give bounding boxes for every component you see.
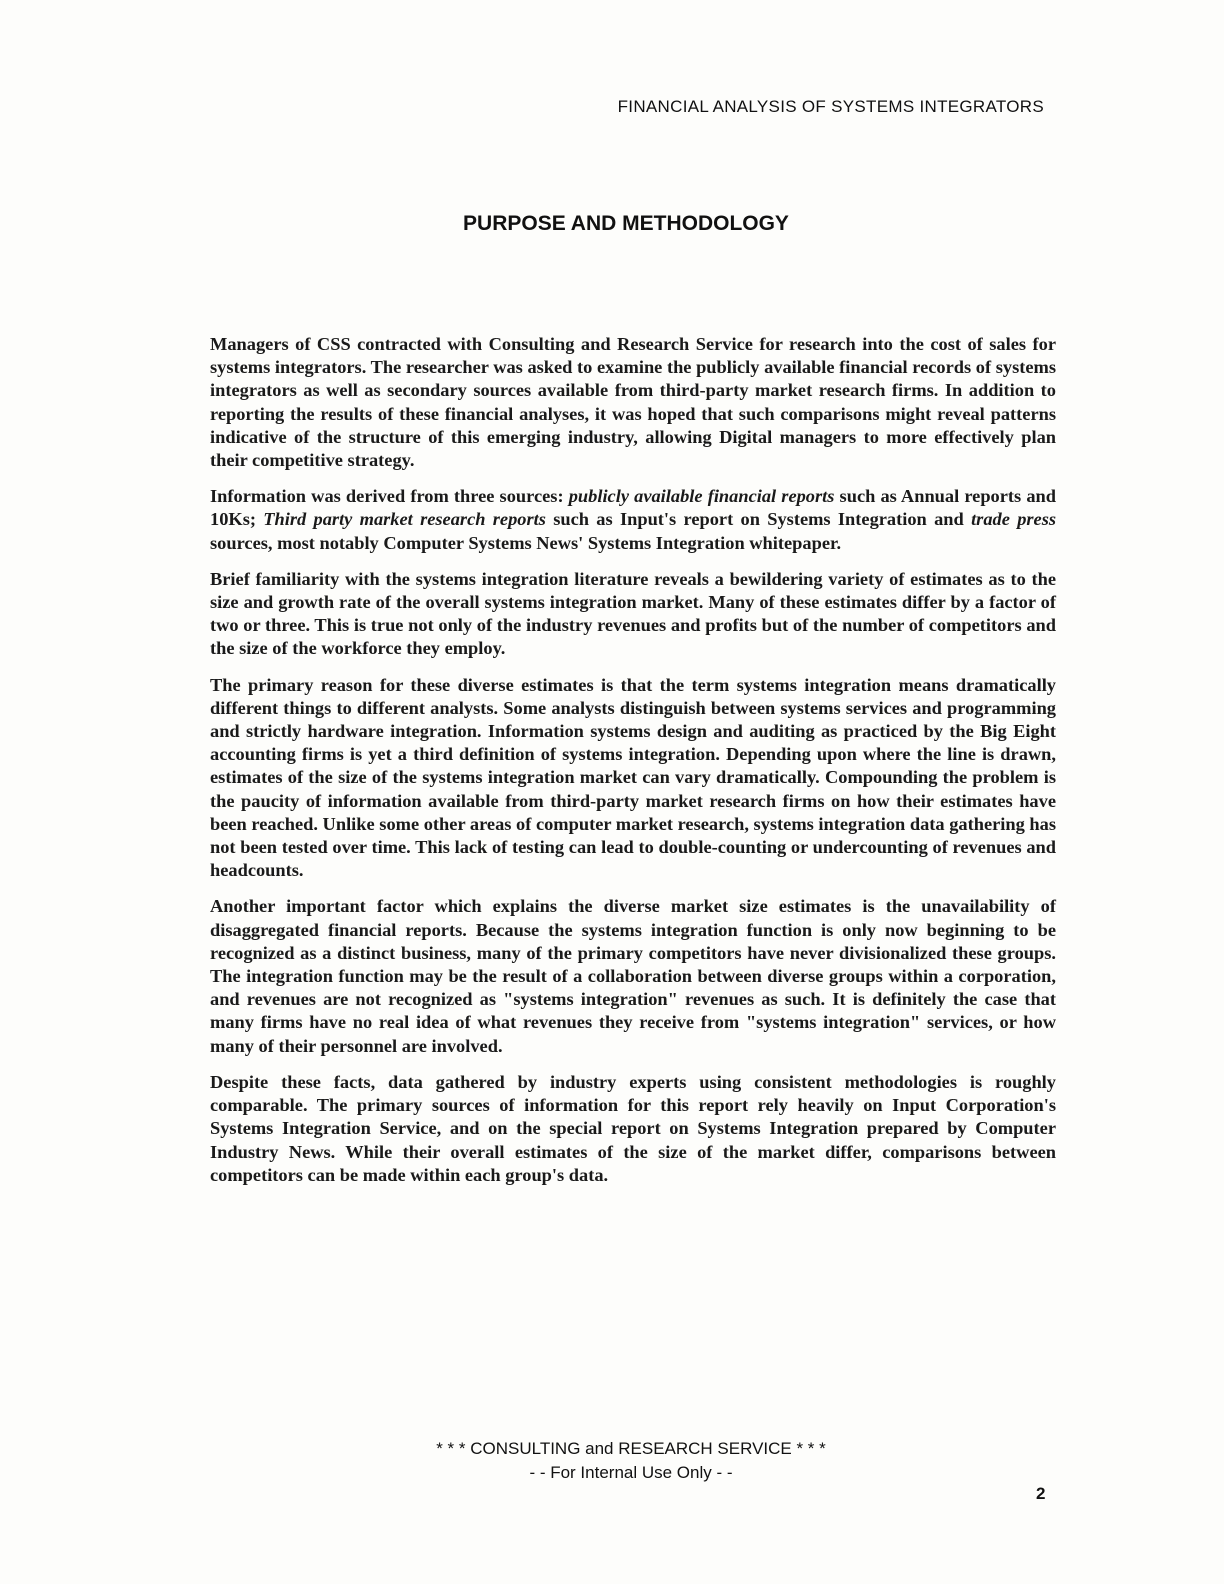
paragraph-3: Brief familiarity with the systems integration literature reveals a bewildering variety of estimates as to the size and growth rate of the overall systems integration market. Many of these estimates differ by a factor of two or three. This is true not only of the industry revenues and profits but of the number of competitors and the size of the workforce they employ. bbox=[210, 568, 1056, 659]
paragraph-2-text-3: such as Input's report on Systems Integration and bbox=[545, 509, 972, 530]
body-text bbox=[210, 333, 1056, 1200]
footer-internal-use-notice: - - For Internal Use Only - - bbox=[529, 1463, 733, 1482]
paragraph-6: Despite these facts, data gathered by industry experts using consistent methodologies is roughly comparable. The primary sources of information for this report rely heavily on Input Corporation's Systems Integration Service, and on the special report on Systems Integration prepared by Computer Industry News. While their overall estimates of the size of the market differ, comparisons between competitors can be made within each group's data. bbox=[210, 1071, 1056, 1185]
paragraph-2 bbox=[210, 485, 1056, 555]
paragraph-4: The primary reason for these diverse estimates is that the term systems integration means dramatically different things to different analysts. Some analysts distinguish between systems services and programming and strictly hardware integration. Information systems design and auditing as practiced by the Big Eight accounting firms is yet a third definition of systems integration. Depending upon where the line is drawn, estimates of the size of the systems integration market can vary dramatically. Compounding the problem is the paucity of information available from third-party market research firms on how their estimates have been reached. Unlike some other areas of computer market research, systems integration data gathering has not been tested over time. This lack of testing can lead to double-counting or undercounting of revenues and headcounts. bbox=[210, 674, 1056, 881]
paragraph-2-italic-2: Third party market research reports bbox=[263, 509, 546, 530]
paragraph-2-text-4: sources, most notably Computer Systems News' Systems Integration whitepaper. bbox=[210, 532, 842, 553]
paragraph-5: Another important factor which explains the diverse market size estimates is the unavailability of disaggregated financial reports. Because the systems integration function is only now beginning to be recognized as a distinct business, many of the primary competitors have never divisionalized these groups. The integration function may be the result of a collaboration between diverse groups within a corporation, and revenues are not recognized as "systems integration" revenues as such. It is definitely the case that many firms have no real idea of what revenues they receive from "systems integration" services, or how many of their personnel are involved. bbox=[210, 896, 1056, 1056]
paragraph-2-italic-3: trade press bbox=[971, 509, 1057, 530]
section-title: PURPOSE AND METHODOLOGY bbox=[463, 212, 789, 235]
paragraph-2-text-1: Information was derived from three sources: bbox=[210, 486, 569, 507]
paragraph-2-text-2: such as Annual reports and 10Ks; bbox=[210, 486, 1056, 530]
page-number: 2 bbox=[1036, 1484, 1046, 1503]
running-header-title: FINANCIAL ANALYSIS OF SYSTEMS INTEGRATORS bbox=[617, 97, 1044, 116]
footer-organization: * * * CONSULTING and RESEARCH SERVICE * * * bbox=[436, 1439, 826, 1458]
page-footer bbox=[0, 1437, 1224, 1485]
paragraph-1: Managers of CSS contracted with Consulting and Research Service for research into the cost of sales for systems integrators. The researcher was asked to examine the publicly available financial records of systems integrators as well as secondary sources available from third-party market research firms. In addition to reporting the results of these financial analyses, it was hoped that such comparisons might reveal patterns indicative of the structure of this emerging industry, allowing Digital managers to more effectively plan their competitive strategy. bbox=[210, 334, 1056, 471]
paragraph-2-italic-1: publicly available financial reports bbox=[568, 486, 835, 507]
